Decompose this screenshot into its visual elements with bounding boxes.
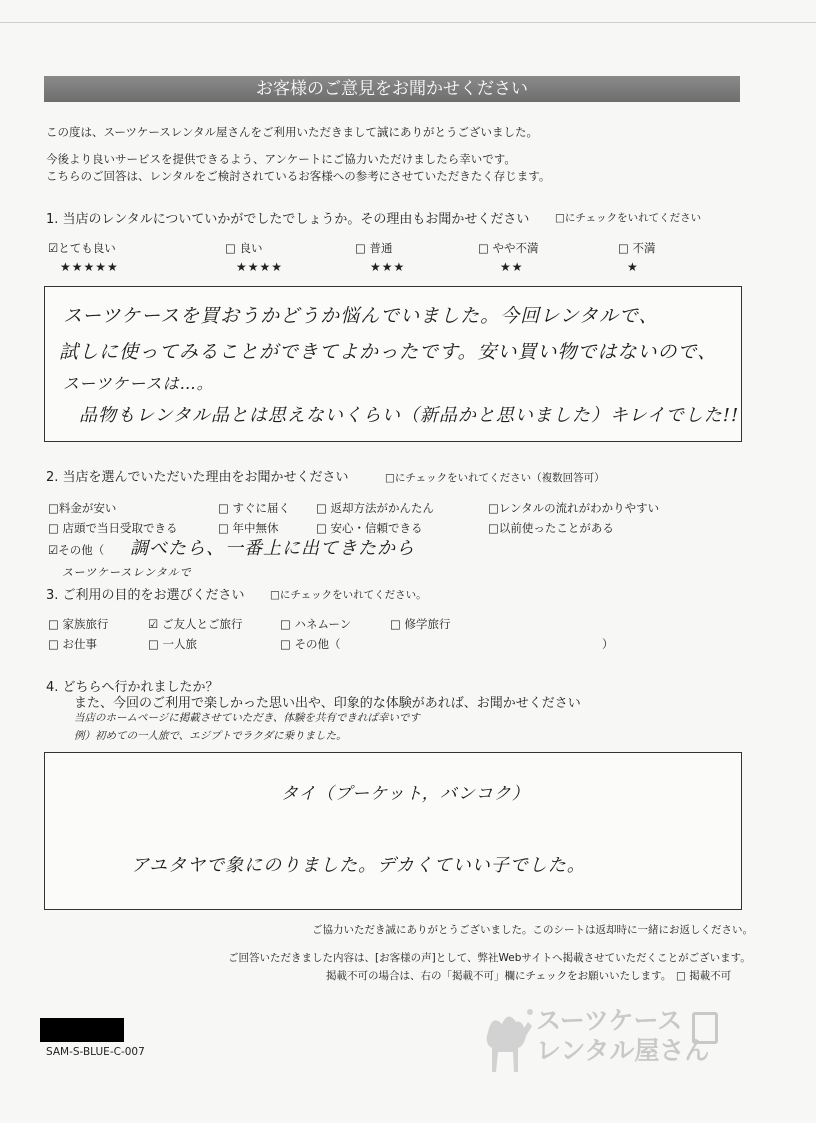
q2-title: 2. 当店を選んでいただいた理由をお聞かせください bbox=[46, 470, 349, 485]
intro-line-1: この度は、スーツケースレンタル屋さんをご利用いただきまして誠にありがとうございました。 bbox=[46, 125, 539, 139]
q3-option-friends-trip[interactable]: ☑ ご友人とご旅行 bbox=[148, 617, 243, 631]
q4-answer-line-2: アユタヤで象にのりました。デカくていい子でした。 bbox=[131, 855, 586, 876]
q4-line-3: 当店のホームページに掲載させていただき、体験を共有できれば幸いです bbox=[74, 712, 420, 724]
q2-option-store-pickup[interactable]: □ 店頭で当日受取できる bbox=[48, 521, 178, 535]
q3-title: 3. ご利用の目的をお選びください bbox=[46, 588, 245, 603]
q2-other-answer: 調べたら、一番上に出てきたから bbox=[130, 538, 415, 559]
q2-option-open-all-year[interactable]: □ 年中無休 bbox=[218, 521, 279, 535]
q2-other-note: スーツケースレンタルで bbox=[62, 566, 192, 579]
footer-optout-checkbox[interactable]: □ 掲載不可 bbox=[676, 970, 732, 982]
q2-option-other[interactable]: ☑その他（ bbox=[48, 543, 105, 557]
q1-stars-5: ★★★★★ bbox=[60, 260, 119, 274]
q2-option-easy-return[interactable]: □ 返却方法がかんたん bbox=[316, 501, 435, 515]
q4-line-2: また、今回のご利用で楽しかった思い出や、印象的な体験があれば、お聞かせください bbox=[74, 696, 581, 711]
camel-icon bbox=[478, 1002, 534, 1078]
q2-hint: □にチェックをいれてください（複数回答可） bbox=[385, 472, 605, 484]
logo-line-2: レンタル屋さん bbox=[536, 1036, 710, 1065]
footer-notice-1: ご回答いただきました内容は、[お客様の声]として、弊社Webサイトへ掲載させていただくことがございます。 bbox=[228, 952, 751, 964]
q1-answer-line-3: スーツケースは…。 bbox=[63, 374, 214, 393]
q1-stars-4: ★★★★ bbox=[236, 260, 284, 274]
q1-stars-2: ★★ bbox=[500, 260, 524, 274]
q1-option-very-good[interactable]: ☑とても良い bbox=[48, 241, 116, 255]
logo-line-1: スーツケース bbox=[536, 1006, 683, 1035]
q1-answer-line-4: 品物もレンタル品とは思えないくらい（新品かと思いました）キレイでした!! bbox=[79, 405, 740, 426]
q1-stars-1: ★ bbox=[627, 260, 639, 274]
q1-answer-line-1: スーツケースを買おうかどうか悩んでいました。今回レンタルで、 bbox=[63, 305, 659, 327]
q3-option-solo-trip[interactable]: □ 一人旅 bbox=[148, 637, 198, 651]
footer-notice-2: 掲載不可の場合は、右の「掲載不可」欄にチェックをお願いいたします。 bbox=[326, 970, 672, 982]
q4-answer-box[interactable] bbox=[44, 752, 742, 910]
q3-option-other[interactable]: □ その他（ bbox=[280, 637, 341, 651]
q1-stars-3: ★★★ bbox=[370, 260, 406, 274]
q3-hint: □にチェックをいれてください。 bbox=[270, 589, 427, 601]
q1-title: 1. 当店のレンタルについていかがでしたでしょうか。その理由もお聞かせください bbox=[46, 212, 530, 227]
q1-option-dissatisfied[interactable]: □ 不満 bbox=[618, 241, 656, 255]
q1-answer-line-2: 試しに使ってみることができてよかったです。安い買い物ではないので、 bbox=[59, 341, 718, 363]
q3-option-school-trip[interactable]: □ 修学旅行 bbox=[390, 617, 451, 631]
page-edge-line bbox=[0, 22, 816, 23]
q2-option-trustworthy[interactable]: □ 安心・信頼できる bbox=[316, 521, 423, 535]
q3-option-family-trip[interactable]: □ 家族旅行 bbox=[48, 617, 109, 631]
footer-thanks: ご協力いただき誠にありがとうございました。このシートは返却時に一緒にお返しください。 bbox=[312, 924, 753, 936]
q2-option-used-before[interactable]: □以前使ったことがある bbox=[488, 521, 614, 535]
intro-line-3: こちらのご回答は、レンタルをご検討されているお客様への参考にさせていただきたく存じます。 bbox=[46, 169, 551, 183]
q1-option-good[interactable]: □ 良い bbox=[225, 241, 263, 255]
q2-option-cheap[interactable]: □料金が安い bbox=[48, 501, 117, 515]
q4-example: 例）初めての一人旅で、エジプトでラクダに乗りました。 bbox=[74, 730, 347, 742]
form-code: SAM-S-BLUE-C-007 bbox=[46, 1046, 145, 1058]
q4-answer-line-1: タイ（プーケット，バンコク） bbox=[281, 784, 530, 804]
redacted-block bbox=[40, 1018, 124, 1042]
q3-option-honeymoon[interactable]: □ ハネムーン bbox=[280, 617, 352, 631]
q1-option-somewhat-dissatisfied[interactable]: □ やや不満 bbox=[478, 241, 539, 255]
q4-title: 4. どちらへ行かれましたか？ bbox=[46, 680, 219, 695]
q1-hint: □にチェックをいれてください bbox=[555, 212, 702, 224]
q1-option-average[interactable]: □ 普通 bbox=[355, 241, 393, 255]
q2-option-fast-delivery[interactable]: □ すぐに届く bbox=[218, 501, 291, 515]
q2-option-clear-flow[interactable]: □レンタルの流れがわかりやすい bbox=[488, 501, 660, 515]
suitcase-icon bbox=[692, 1012, 718, 1044]
page-title: お客様のご意見をお聞かせください bbox=[44, 76, 740, 102]
q3-option-business[interactable]: □ お仕事 bbox=[48, 637, 98, 651]
q3-other-close-paren: ） bbox=[602, 637, 614, 651]
brand-logo bbox=[478, 1000, 728, 1080]
q1-answer-box[interactable] bbox=[44, 286, 742, 442]
intro-line-2: 今後より良いサービスを提供できるよう、アンケートにご協力いただけましたら幸いです。 bbox=[46, 152, 516, 166]
